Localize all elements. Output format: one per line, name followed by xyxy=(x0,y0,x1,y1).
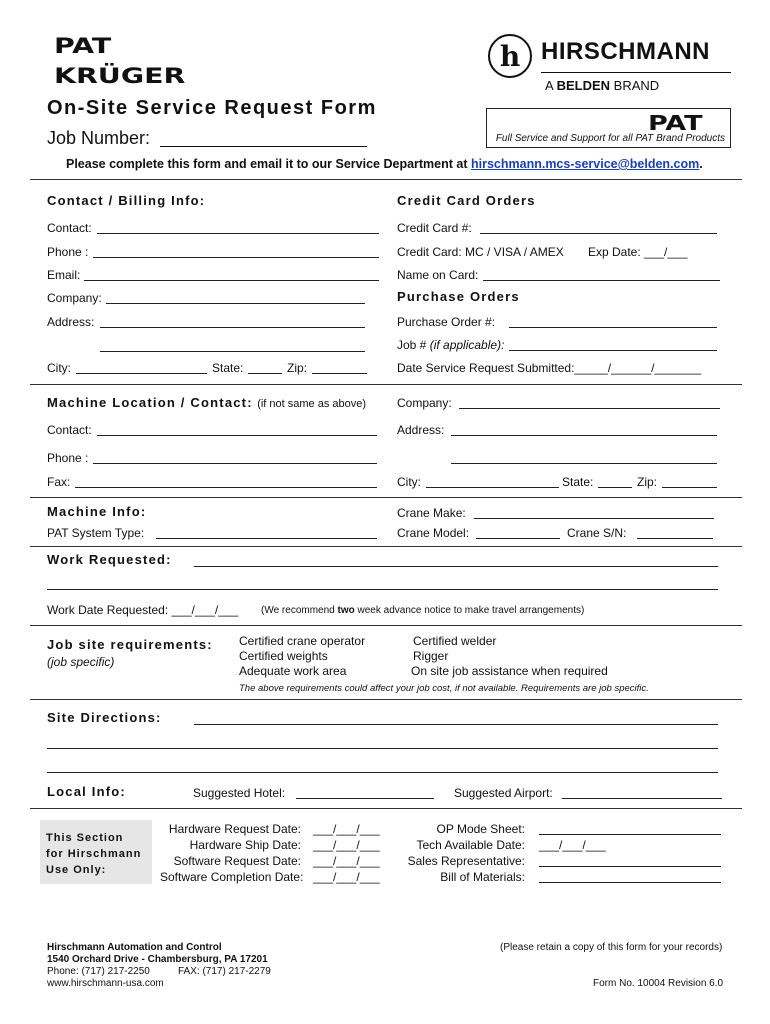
ml-zip-field[interactable] xyxy=(662,487,717,488)
form-number: Form No. 10004 Revision 6.0 xyxy=(593,978,724,989)
op-mode-sheet-label: OP Mode Sheet: xyxy=(436,822,525,836)
work-requested-heading: Work Requested: xyxy=(47,552,172,567)
crane-make-label: Crane Make: xyxy=(397,506,466,520)
divider-site-directions xyxy=(30,699,742,700)
site-directions-field-2[interactable] xyxy=(47,748,718,749)
city-field[interactable] xyxy=(76,373,207,374)
sw-request-date-label: Software Request Date: xyxy=(173,854,301,868)
phone-field[interactable] xyxy=(93,257,379,258)
airport-label: Suggested Airport: xyxy=(454,786,553,800)
credit-card-type-label[interactable]: Credit Card: MC / VISA / AMEX xyxy=(397,245,564,259)
ml-city-label: City: xyxy=(397,475,421,489)
req-certified-welder[interactable]: Certified welder xyxy=(413,634,497,648)
ml-fax-label: Fax: xyxy=(47,475,71,489)
ml-state-field[interactable] xyxy=(598,487,632,488)
instruction-post: . xyxy=(699,157,703,171)
divider-job-site xyxy=(30,625,742,626)
brand-word: BRAND xyxy=(613,78,660,93)
sw-completion-date-label: Software Completion Date: xyxy=(160,870,304,884)
internal-use-line-3: Use Only: xyxy=(46,864,107,876)
pat-service-box xyxy=(486,108,731,148)
crane-model-label: Crane Model: xyxy=(397,526,470,540)
sales-rep-field[interactable] xyxy=(539,866,721,867)
tech-available-date-label: Tech Available Date: xyxy=(416,838,525,852)
internal-use-line-1: This Section xyxy=(46,832,124,844)
divider-work-requested xyxy=(30,546,742,547)
site-directions-field-3[interactable] xyxy=(47,772,718,773)
divider-machine-info xyxy=(30,497,742,498)
hw-request-date-field[interactable]: ___/___/___ xyxy=(313,822,380,836)
credit-card-heading: Credit Card Orders xyxy=(397,193,536,208)
tagline: Full Service and Support for all PAT Brand Products xyxy=(495,133,725,144)
zip-field[interactable] xyxy=(312,373,367,374)
footer-fax: FAX: (717) 217-2279 xyxy=(178,966,271,977)
ml-city-field[interactable] xyxy=(426,487,559,488)
pat-box-logo: PAT xyxy=(647,111,703,135)
hw-request-date-label: Hardware Request Date: xyxy=(168,822,301,836)
recommend-pre: (We recommend xyxy=(261,605,335,616)
address-field-1[interactable] xyxy=(100,327,365,328)
divider-machine-location xyxy=(30,384,742,385)
hirschmann-wordmark: HIRSCHMANN xyxy=(541,38,710,65)
machine-info-heading: Machine Info: xyxy=(47,504,147,519)
purchase-order-label: Purchase Order #: xyxy=(397,315,496,329)
machine-location-heading xyxy=(47,394,366,412)
crane-model-field[interactable] xyxy=(476,538,560,539)
email-label: Email: xyxy=(47,268,81,282)
service-email-link[interactable]: hirschmann.mcs-service@belden.com xyxy=(471,157,700,171)
ml-zip-label: Zip: xyxy=(637,475,658,489)
ml-address-field-2[interactable] xyxy=(451,463,717,464)
credit-card-number-label: Credit Card #: xyxy=(397,221,472,235)
ml-phone-field[interactable] xyxy=(93,463,377,464)
credit-card-number-field[interactable] xyxy=(480,233,717,234)
date-submitted-label[interactable]: Date Service Request Submitted:_____/______/_______ xyxy=(397,361,702,375)
purchase-orders-heading: Purchase Orders xyxy=(397,289,520,304)
crane-sn-field[interactable] xyxy=(637,538,713,539)
hw-ship-date-label: Hardware Ship Date: xyxy=(189,838,301,852)
company-label: Company: xyxy=(47,291,102,305)
contact-field[interactable] xyxy=(97,233,379,234)
email-field[interactable] xyxy=(84,280,379,281)
exp-date-label[interactable]: Exp Date: ___/___ xyxy=(588,245,688,259)
kruger-logo: KRÜGER xyxy=(54,64,186,88)
address-field-2[interactable] xyxy=(100,351,365,352)
brand-rule xyxy=(541,72,731,73)
hotel-field[interactable] xyxy=(296,798,434,799)
zip-label: Zip: xyxy=(287,361,308,375)
sales-rep-label: Sales Representative: xyxy=(407,854,525,868)
op-mode-sheet-field[interactable] xyxy=(539,834,721,835)
name-on-card-label: Name on Card: xyxy=(397,268,479,282)
job-prefix: Job # xyxy=(397,338,427,352)
job-site-heading: Job site requirements: xyxy=(47,637,213,652)
job-applicable-label xyxy=(397,338,504,352)
job-applicable-field[interactable] xyxy=(509,350,717,351)
work-date-label[interactable]: Work Date Requested: ___/___/___ xyxy=(47,603,239,617)
job-site-subtitle: (job specific) xyxy=(47,655,115,669)
ml-state-label: State: xyxy=(562,475,594,489)
ml-contact-label: Contact: xyxy=(47,423,92,437)
belden-prefix: A xyxy=(545,78,553,93)
req-adequate-area[interactable]: Adequate work area xyxy=(239,664,347,678)
recommend-post: week advance notice to make travel arrangements) xyxy=(357,605,585,616)
internal-use-label xyxy=(46,830,141,878)
contact-label: Contact: xyxy=(47,221,92,235)
work-requested-field-1[interactable] xyxy=(194,566,718,567)
req-rigger[interactable]: Rigger xyxy=(413,649,449,663)
pat-logo: PAT xyxy=(54,34,112,58)
ml-address-field-1[interactable] xyxy=(451,435,717,436)
airport-field[interactable] xyxy=(562,798,722,799)
crane-make-field[interactable] xyxy=(474,518,714,519)
job-number-field[interactable] xyxy=(160,146,367,147)
state-label: State: xyxy=(212,361,244,375)
hw-ship-date-field[interactable]: ___/___/___ xyxy=(313,838,380,852)
job-note: (if applicable): xyxy=(429,338,505,352)
req-site-assistance[interactable]: On site job assistance when required xyxy=(411,664,608,678)
purchase-order-field[interactable] xyxy=(509,327,717,328)
site-directions-field-1[interactable] xyxy=(194,724,718,725)
machine-location-title: Machine Location / Contact: xyxy=(47,395,253,410)
local-info-heading: Local Info: xyxy=(47,784,126,799)
sw-request-date-field[interactable]: ___/___/___ xyxy=(313,854,380,868)
company-field[interactable] xyxy=(106,303,365,304)
tech-available-date-field[interactable]: ___/___/___ xyxy=(539,838,606,852)
footer-company: Hirschmann Automation and Control xyxy=(47,942,222,953)
belden-word: BELDEN xyxy=(556,78,611,93)
ml-company-field[interactable] xyxy=(459,408,720,409)
recommend-bold: two xyxy=(337,605,355,616)
site-directions-heading: Site Directions: xyxy=(47,710,162,725)
pat-system-field[interactable] xyxy=(156,538,377,539)
address-label: Address: xyxy=(47,315,95,329)
state-field[interactable] xyxy=(248,373,282,374)
ml-phone-label: Phone : xyxy=(47,451,89,465)
sw-completion-date-field[interactable]: ___/___/___ xyxy=(313,870,380,884)
advance-notice-note xyxy=(261,605,584,616)
internal-use-line-2: for Hirschmann xyxy=(46,848,142,860)
job-number-label: Job Number: xyxy=(47,128,151,148)
name-on-card-field[interactable] xyxy=(483,280,720,281)
ml-contact-field[interactable] xyxy=(97,435,377,436)
form-title: On-Site Service Request Form xyxy=(47,97,377,119)
header-divider xyxy=(30,179,742,180)
belden-brand xyxy=(545,78,659,93)
city-label: City: xyxy=(47,361,71,375)
svg-text:h: h xyxy=(499,40,521,73)
ml-address-label: Address: xyxy=(397,423,445,437)
hirschmann-emblem-icon xyxy=(487,33,533,79)
ml-company-label: Company: xyxy=(397,396,452,410)
req-crane-operator[interactable]: Certified crane operator xyxy=(239,634,366,648)
contact-billing-heading: Contact / Billing Info: xyxy=(47,193,206,208)
internal-use-box xyxy=(40,820,152,884)
footer-phone: Phone: (717) 217-2250 xyxy=(47,966,150,977)
crane-sn-label: Crane S/N: xyxy=(567,526,627,540)
footer-website[interactable]: www.hirschmann-usa.com xyxy=(47,978,164,989)
hotel-label: Suggested Hotel: xyxy=(193,786,286,800)
retain-copy-note: (Please retain a copy of this form for your records) xyxy=(500,942,723,953)
requirements-note: The above requirements could affect your job cost, if not available. Requirements are job specific. xyxy=(239,683,649,694)
instruction-pre: Please complete this form and email it to our Service Department at xyxy=(66,157,468,171)
pat-system-label: PAT System Type: xyxy=(47,526,145,540)
phone-label: Phone : xyxy=(47,245,89,259)
machine-location-note: (if not same as above) xyxy=(257,398,367,410)
req-certified-weights[interactable]: Certified weights xyxy=(239,649,328,663)
bill-of-materials-field[interactable] xyxy=(539,882,721,883)
divider-internal xyxy=(30,808,742,809)
bill-of-materials-label: Bill of Materials: xyxy=(440,870,525,884)
instruction-text xyxy=(66,157,703,171)
work-requested-field-2[interactable] xyxy=(47,589,718,590)
ml-fax-field[interactable] xyxy=(75,487,377,488)
footer-address: 1540 Orchard Drive - Chambersburg, PA 17201 xyxy=(47,954,268,965)
